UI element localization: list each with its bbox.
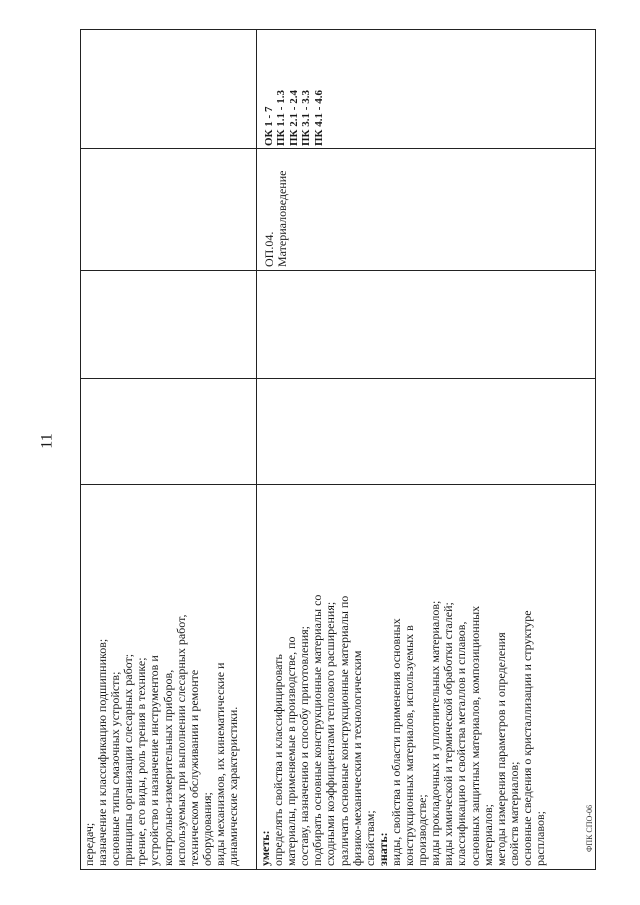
text-line: конструкционных материалов, используемых в bbox=[402, 625, 417, 866]
curriculum-table bbox=[80, 29, 596, 870]
text-line: виды прокладочных и уплотнительных материалов; bbox=[428, 600, 443, 866]
text-line: подбирать основные конструкционные материалы со bbox=[310, 594, 325, 866]
requirements-cell bbox=[257, 485, 596, 870]
text-line: основных защитных материалов, композиционных bbox=[467, 605, 482, 866]
table-row bbox=[257, 30, 596, 870]
text-line: контрольно-измерительных приборов, bbox=[160, 669, 175, 866]
competency-cell bbox=[257, 30, 596, 149]
text-line: принципы организации слесарных работ; bbox=[121, 653, 136, 866]
text-line: виды химической и термической обработки сталей; bbox=[441, 602, 456, 866]
umet-heading: уметь: bbox=[258, 830, 272, 866]
text-line: используемых при выполнении слесарных работ, bbox=[173, 614, 188, 866]
znat-heading: знать: bbox=[375, 832, 390, 866]
competency-code: ПК 2.1 - 2.4 bbox=[287, 90, 300, 146]
competency-code: ПК 3.1 - 3.3 bbox=[300, 90, 313, 146]
text-line: материалов; bbox=[480, 804, 495, 866]
text-line: трение, его виды, роль трения в технике; bbox=[134, 657, 149, 866]
text-line: свойств материалов; bbox=[506, 761, 521, 866]
text-line: расплавов; bbox=[532, 811, 547, 866]
hours-cell bbox=[257, 379, 596, 485]
text-line: основные сведения о кристаллизации и структуре bbox=[519, 610, 534, 866]
text-line: виды, свойства и области применения основных bbox=[388, 618, 403, 866]
text-line: материалы, применяемые в производстве, по bbox=[284, 636, 299, 866]
competency-code: ПК 4.1 - 4.6 bbox=[312, 90, 325, 146]
text-line: физико-механическим и технологическим bbox=[349, 650, 364, 866]
competency-cell bbox=[81, 30, 257, 149]
text-line: составу, назначению и способу приготовления; bbox=[297, 625, 312, 866]
requirements-cell bbox=[81, 485, 257, 870]
text-line: свойствам; bbox=[362, 810, 377, 866]
footer-code: ФПК СПО-06 bbox=[585, 805, 594, 852]
text-line: передач; bbox=[82, 822, 96, 866]
text-line: виды механизмов, их кинематические и bbox=[212, 662, 227, 866]
text-line: сходными коэффициентами теплового расширения; bbox=[323, 601, 338, 866]
text-line: назначение и классификацию подшипников; bbox=[95, 638, 110, 866]
hours-cell bbox=[257, 271, 596, 379]
text-line: основные типы смазочных устройств; bbox=[108, 671, 123, 866]
text-line: устройство и назначение инструментов и bbox=[147, 655, 162, 866]
text-line: производстве; bbox=[415, 794, 430, 866]
discipline-cell bbox=[81, 149, 257, 271]
competency-code: ПК 1.1 - 1.3 bbox=[275, 90, 288, 146]
text-line: техническом обслуживании и ремонте bbox=[186, 669, 201, 866]
discipline-code: ОП.04. bbox=[262, 231, 276, 267]
discipline-name: Материаловедение bbox=[275, 170, 290, 267]
rotated-table-container bbox=[80, 30, 595, 870]
table-row bbox=[81, 30, 257, 870]
hours-cell bbox=[81, 271, 257, 379]
hours-cell bbox=[81, 379, 257, 485]
text-line: определять свойства и классифицировать bbox=[271, 654, 286, 866]
text-line: методы измерения параметров и определения bbox=[493, 632, 508, 866]
page-number: 11 bbox=[38, 433, 56, 449]
text-line: классификацию и свойства металлов и сплавов, bbox=[454, 621, 469, 866]
competency-code: ОК 1 - 7 bbox=[263, 106, 275, 146]
text-line: динамические характеристики. bbox=[226, 706, 241, 866]
text-line: различать основные конструкционные материалы по bbox=[336, 595, 351, 866]
text-line: оборудования; bbox=[199, 792, 214, 866]
discipline-cell bbox=[257, 149, 596, 271]
